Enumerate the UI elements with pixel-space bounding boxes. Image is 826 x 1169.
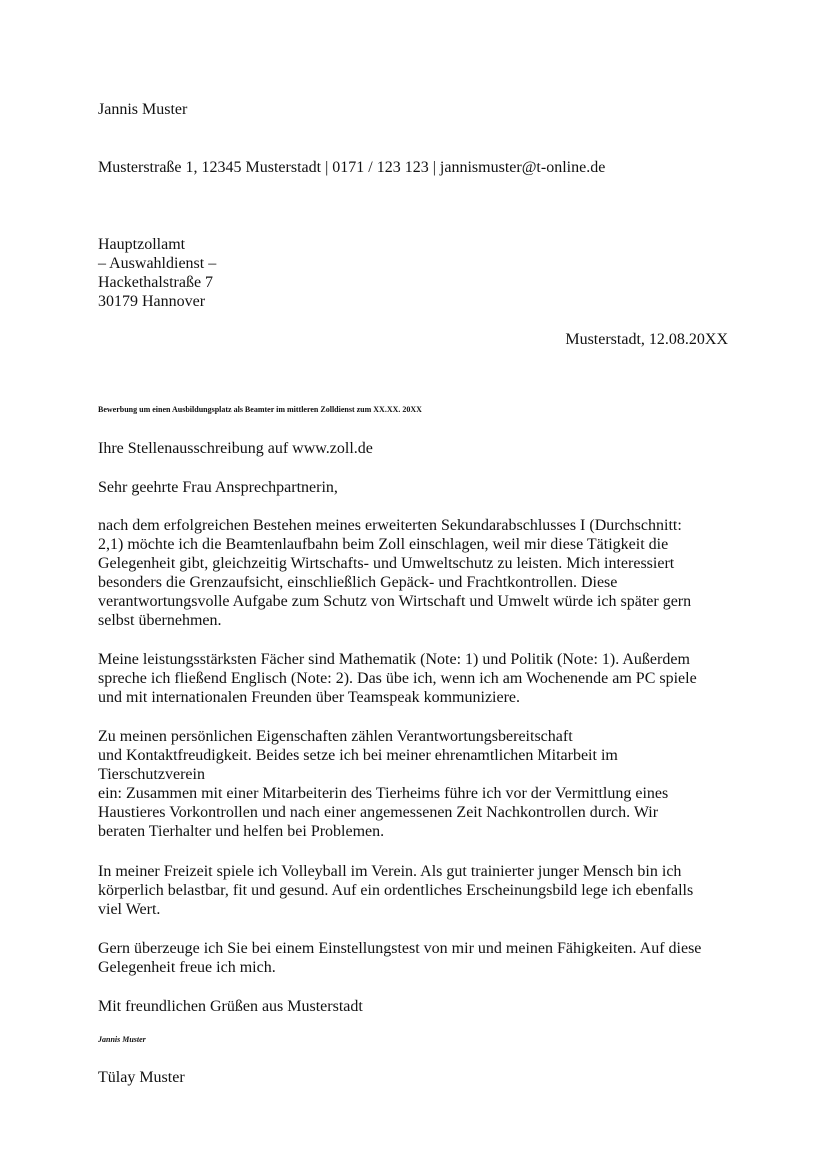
- text-line: und mit internationalen Freunden über Teamspeak kommuniziere.: [98, 689, 521, 706]
- text-line: spreche ich fließend Englisch (Note: 2). Das übe ich, wenn ich am Wochenende am PC spiele: [98, 670, 697, 687]
- sender-name: Jannis Muster: [98, 101, 188, 118]
- text-line: verantwortungsvolle Aufgabe zum Schutz von Wirtschaft und Umwelt würde ich später gern: [98, 593, 692, 610]
- text-line: beraten Tierhalter und helfen bei Problemen.: [98, 823, 385, 840]
- recipient-line: – Auswahldienst –: [98, 255, 217, 272]
- text-line: körperlich belastbar, fit und gesund. Auf ein ordentliches Erscheinungsbild lege ich ebenfalls: [98, 882, 694, 899]
- paragraph-5: [98, 939, 738, 977]
- text-line: und Kontaktfreudigkeit. Beides setze ich bei meiner ehrenamtlichen Mitarbeit im: [98, 747, 618, 764]
- text-line: In meiner Freizeit spiele ich Volleyball im Verein. Als gut trainierter junger Mensch bin ich: [98, 863, 682, 880]
- text-line: 2,1) möchte ich die Beamtenlaufbahn beim Zoll einschlagen, weil mir diese Tätigkeit die: [98, 536, 669, 553]
- paragraph-3: [98, 727, 738, 841]
- sender-contact: Musterstraße 1, 12345 Musterstadt | 0171 / 123 123 | jannismuster@t-online.de: [98, 159, 606, 176]
- subject-line: Bewerbung um einen Ausbildungsplatz als Beamter im mittleren Zolldienst zum XX.XX. 20XX: [98, 405, 422, 414]
- salutation: Sehr geehrte Frau Ansprechpartnerin,: [98, 479, 338, 496]
- text-line: Tierschutzverein: [98, 766, 205, 783]
- text-line: Haustieres Vorkontrollen und nach einer angemessenen Zeit Nachkontrollen durch. Wir: [98, 804, 659, 821]
- paragraph-2: [98, 650, 738, 707]
- paragraph-1: [98, 516, 738, 630]
- text-line: Zu meinen persönlichen Eigenschaften zählen Verantwortungsbereitschaft: [98, 728, 573, 745]
- recipient-address: [98, 235, 738, 311]
- text-line: viel Wert.: [98, 901, 161, 918]
- recipient-line: 30179 Hannover: [98, 293, 206, 310]
- text-line: Gelegenheit freue ich mich.: [98, 959, 276, 976]
- text-line: Gern überzeuge ich Sie bei einem Einstellungstest von mir und meinen Fähigkeiten. Auf diese: [98, 940, 702, 957]
- text-line: selbst übernehmen.: [98, 612, 222, 629]
- text-line: Meine leistungsstärksten Fächer sind Mathematik (Note: 1) und Politik (Note: 1). Außerdem: [98, 651, 690, 668]
- recipient-line: Hauptzollamt: [98, 236, 186, 253]
- text-line: besonders die Grenzaufsicht, einschließlich Gepäck- und Frachtkontrollen. Diese: [98, 574, 618, 591]
- text-line: Gelegenheit gibt, gleichzeitig Wirtschafts- und Umweltschutz zu leisten. Mich interessiert: [98, 555, 675, 572]
- recipient-line: Hackethalstraße 7: [98, 274, 214, 291]
- text-line: ein: Zusammen mit einer Mitarbeiterin des Tierheims führe ich vor der Vermittlung eines: [98, 785, 669, 802]
- reference-line: Ihre Stellenausschreibung auf www.zoll.de: [98, 440, 373, 457]
- text-line: nach dem erfolgreichen Bestehen meines erweiterten Sekundarabschlusses I (Durchschnitt:: [98, 517, 682, 534]
- signature: Jannis Muster: [98, 1035, 146, 1044]
- paragraph-4: [98, 862, 738, 919]
- letter-date: Musterstadt, 12.08.20XX: [565, 331, 728, 348]
- closing-line: Mit freundlichen Grüßen aus Musterstadt: [98, 998, 363, 1015]
- signature-name: Tülay Muster: [98, 1069, 185, 1086]
